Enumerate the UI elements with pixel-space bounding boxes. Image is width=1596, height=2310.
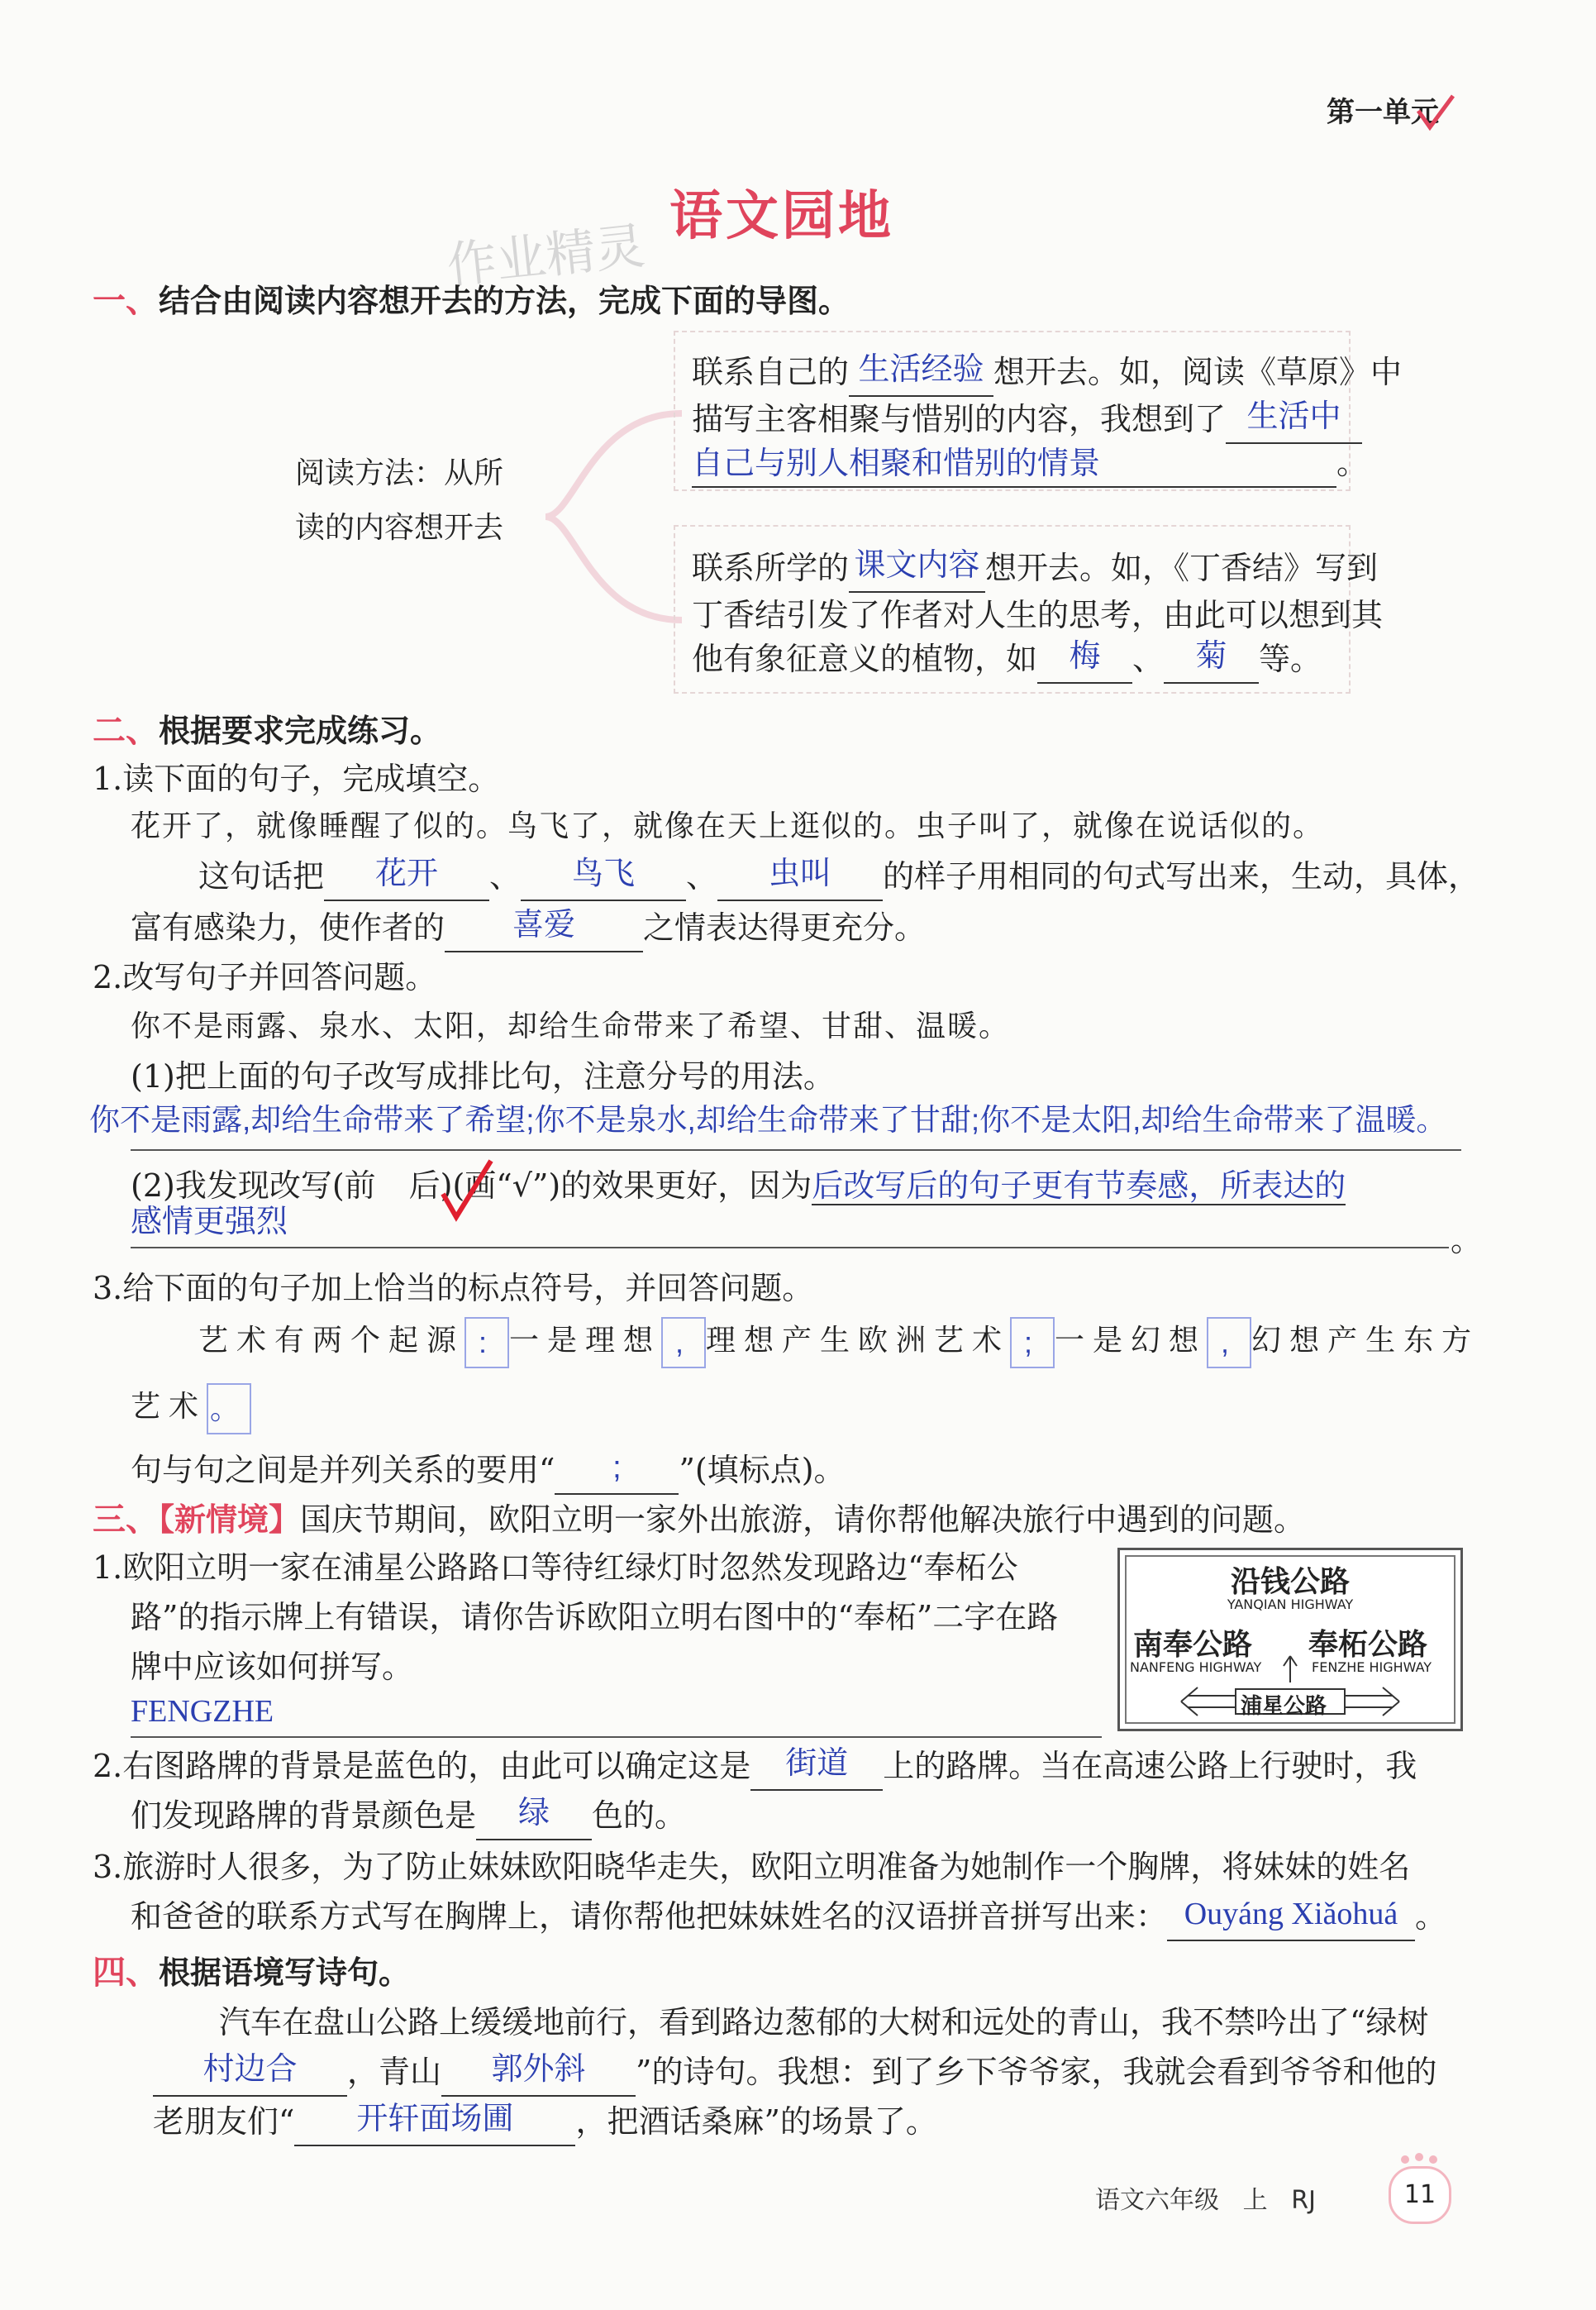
mindmap-connector bbox=[541, 397, 686, 637]
mindmap-center bbox=[269, 446, 541, 579]
road-sign bbox=[1117, 1548, 1463, 1731]
text: 丁香结引发了作者对人生的思考，由此可以想到其 bbox=[692, 597, 1384, 633]
text: ”的诗句。我想：到了乡下爷爷家，我就会看到爷爷和他的 bbox=[636, 2054, 1437, 2090]
answer: 郭外斜 bbox=[491, 2052, 586, 2087]
q-label: 1.读下面的句子，完成填空。 bbox=[93, 761, 500, 797]
answer: 开轩面场圃 bbox=[356, 2102, 514, 2136]
answer: 虫叫 bbox=[769, 857, 832, 891]
section-title: 根据语境写诗句。 bbox=[159, 1954, 411, 1991]
answer: 梅 bbox=[1069, 639, 1101, 674]
answer: 鸟飞 bbox=[572, 857, 636, 891]
answer-line bbox=[131, 1247, 1449, 1248]
unit-label: 第一单元 bbox=[1327, 96, 1439, 129]
answer: 绿 bbox=[518, 1796, 550, 1830]
answer: FENGZHE bbox=[131, 1694, 274, 1729]
section-title: 结合由阅读内容想开去的方法，完成下面的导图。 bbox=[159, 283, 850, 319]
section-number: 四、 bbox=[93, 1954, 159, 1992]
text: 的样子用相同的句式写出来，生动，具体， bbox=[883, 858, 1480, 895]
answer: 村边合 bbox=[202, 2052, 298, 2087]
q-label: 3.给下面的句子加上恰当的标点符号，并回答问题。 bbox=[93, 1270, 814, 1306]
text: 。 bbox=[1415, 1898, 1447, 1935]
check-icon bbox=[1415, 93, 1456, 134]
section3-heading bbox=[93, 1495, 1305, 1544]
sign-left-en: NANFENG HIGHWAY bbox=[1130, 1659, 1262, 1675]
answer: 菊 bbox=[1195, 639, 1227, 674]
sign-top: 沿钱公路 bbox=[1230, 1565, 1350, 1599]
quote: 你不是雨露、泉水、太阳，却给生命带来了希望、甘甜、温暖。 bbox=[131, 1009, 1011, 1043]
text: 幻想产生东方 bbox=[1251, 1324, 1480, 1358]
text: 色的。 bbox=[592, 1797, 687, 1834]
book-name: 语文六年级 bbox=[1095, 2186, 1219, 2215]
section2-heading bbox=[93, 704, 441, 752]
text: 等。 bbox=[1259, 641, 1322, 677]
text: 们发现路牌的背景颜色是 bbox=[131, 1797, 477, 1834]
text: 句与句之间是并列关系的要用“ bbox=[131, 1452, 555, 1488]
text: 艺术 bbox=[131, 1390, 207, 1424]
text: 这句话把 bbox=[198, 858, 325, 895]
answer: 后改写后的句子更有节奏感，所表达的 bbox=[812, 1169, 1346, 1204]
text: 之情表达得更充分。 bbox=[643, 909, 927, 946]
center-line: 读的内容想开去 bbox=[295, 511, 504, 545]
text: 老朋友们“ bbox=[153, 2103, 295, 2140]
sign-right-en: FENZHE HIGHWAY bbox=[1312, 1659, 1432, 1675]
text: 上的路牌。当在高速公路上行驶时，我 bbox=[883, 1748, 1417, 1784]
text: 和爸爸的联系方式写在胸牌上，请你帮他把妹妹姓名的汉语拼音拼写出来： bbox=[131, 1898, 1168, 1935]
text: 艺术有两个起源 bbox=[198, 1324, 465, 1358]
page-title: 语文园地 bbox=[669, 186, 894, 247]
text: (2)我发现改写(前 bbox=[131, 1167, 376, 1204]
answer: 自己与别人相聚和惜别的情景 bbox=[692, 446, 1101, 481]
text: 。 bbox=[1451, 1222, 1483, 1258]
punct-box[interactable]: , bbox=[1207, 1317, 1251, 1368]
punct-box[interactable]: : bbox=[465, 1317, 509, 1368]
section-title: 根据要求完成练习。 bbox=[159, 713, 442, 749]
answer: 街道 bbox=[785, 1746, 849, 1781]
text: 牌中应该如何拼写。 bbox=[131, 1649, 414, 1685]
sign-bottom: 浦星公路 bbox=[1241, 1694, 1327, 1719]
answer: 课文内容 bbox=[854, 548, 980, 583]
arrow-up-icon bbox=[1282, 1654, 1298, 1684]
quote: 花开了，就像睡醒了似的。鸟飞了，就像在天上逛似的。虫子叫了，就像在说话似的。 bbox=[131, 809, 1325, 843]
sign-right: 奉柘公路 bbox=[1308, 1628, 1428, 1662]
answer: 花开 bbox=[375, 857, 439, 891]
watermark: 作业精灵 bbox=[444, 217, 648, 296]
center-line: 阅读方法：从所 bbox=[295, 456, 504, 490]
answer: 你不是雨露,却给生命带来了希望;你不是泉水,却给生命带来了甘甜;你不是太阳,却给生命带来了温暖。 bbox=[89, 1103, 1447, 1137]
footer-info bbox=[1095, 2179, 1316, 2216]
punct-box[interactable]: , bbox=[661, 1317, 706, 1368]
text: 国庆节期间，欧阳立明一家外出旅游，请你帮他解决旅行中遇到的问题。 bbox=[300, 1501, 1306, 1538]
section-number: 三、 bbox=[93, 1501, 159, 1539]
sub-question: (1)把上面的句子改写成排比句，注意分号的用法。 bbox=[131, 1058, 835, 1095]
sign-top-en: YANQIAN HIGHWAY bbox=[1227, 1596, 1354, 1612]
page-number: 11 bbox=[1389, 2166, 1451, 2224]
text: 2.右图路牌的背景是蓝色的，由此可以确定这是 bbox=[93, 1748, 751, 1784]
text: 、 bbox=[489, 858, 522, 895]
punct-box[interactable]: 。 bbox=[207, 1383, 251, 1434]
text: 、 bbox=[686, 858, 718, 895]
volume: 上 bbox=[1242, 2186, 1268, 2215]
dots-icon bbox=[1398, 2153, 1440, 2166]
answer-line bbox=[131, 1149, 1461, 1151]
text: 。 bbox=[1336, 445, 1369, 481]
section1-heading bbox=[93, 274, 850, 322]
text: 富有感染力，使作者的 bbox=[131, 909, 445, 946]
text: 路”的指示牌上有错误，请你告诉欧阳立明右图中的“奉柘”二字在路 bbox=[131, 1599, 1059, 1635]
sign-left: 南奉公路 bbox=[1133, 1628, 1253, 1662]
text: 理想产生欧洲艺术 bbox=[706, 1324, 1011, 1358]
answer: ; bbox=[612, 1450, 622, 1485]
answer: 生活中 bbox=[1246, 399, 1341, 434]
mindmap-box-2 bbox=[674, 525, 1384, 694]
text: ，青山 bbox=[347, 2054, 442, 2090]
text: 联系所学的 bbox=[692, 550, 850, 586]
q-label: 2.改写句子并回答问题。 bbox=[93, 959, 437, 995]
edition: RJ bbox=[1291, 2186, 1316, 2215]
text: 汽车在盘山公路上缓缓地前行，看到路边葱郁的大树和远处的青山，我不禁吟出了“绿树 bbox=[219, 2004, 1429, 2040]
text: 1.欧阳立明一家在浦星公路路口等待红绿灯时忽然发现路边“奉柘公 bbox=[93, 1549, 1018, 1586]
section-number: 二、 bbox=[93, 712, 159, 750]
text: 联系自己的 bbox=[692, 354, 850, 390]
section4-heading bbox=[93, 1946, 410, 1993]
text: 描写主客相聚与惜别的内容，我想到了 bbox=[692, 401, 1227, 437]
text: 、 bbox=[1132, 641, 1165, 677]
answer: 感情更强烈 bbox=[131, 1205, 288, 1239]
text: ，把酒话桑麻”的场景了。 bbox=[575, 2103, 937, 2140]
text: 想开去。如，阅读《草原》中 bbox=[993, 354, 1403, 390]
answer-line bbox=[131, 1736, 1102, 1738]
answer: 喜爱 bbox=[512, 908, 576, 943]
punct-box[interactable]: ; bbox=[1010, 1317, 1055, 1368]
text: 一是理想 bbox=[509, 1324, 662, 1358]
answer: 生活经验 bbox=[858, 352, 984, 387]
text: 3.旅游时人很多，为了防止妹妹欧阳晓华走失，欧阳立明准备为她制作一个胸牌，将妹妹的姓名 bbox=[93, 1849, 1411, 1885]
text: 想开去。如，《丁香结》写到 bbox=[985, 550, 1379, 586]
tag: 【新情境】 bbox=[159, 1501, 301, 1538]
text: 后)(画“√”)的效果更好，因为 bbox=[408, 1167, 812, 1204]
text: ”(填标点)。 bbox=[679, 1452, 846, 1488]
section-number: 一、 bbox=[93, 282, 159, 320]
mindmap-box-1 bbox=[674, 331, 1403, 491]
text: 一是幻想 bbox=[1055, 1324, 1208, 1358]
text: 他有象征意义的植物，如 bbox=[692, 641, 1038, 677]
answer: Ouyáng Xiǎohuá bbox=[1184, 1897, 1398, 1931]
tick-mark-icon bbox=[438, 1157, 496, 1224]
